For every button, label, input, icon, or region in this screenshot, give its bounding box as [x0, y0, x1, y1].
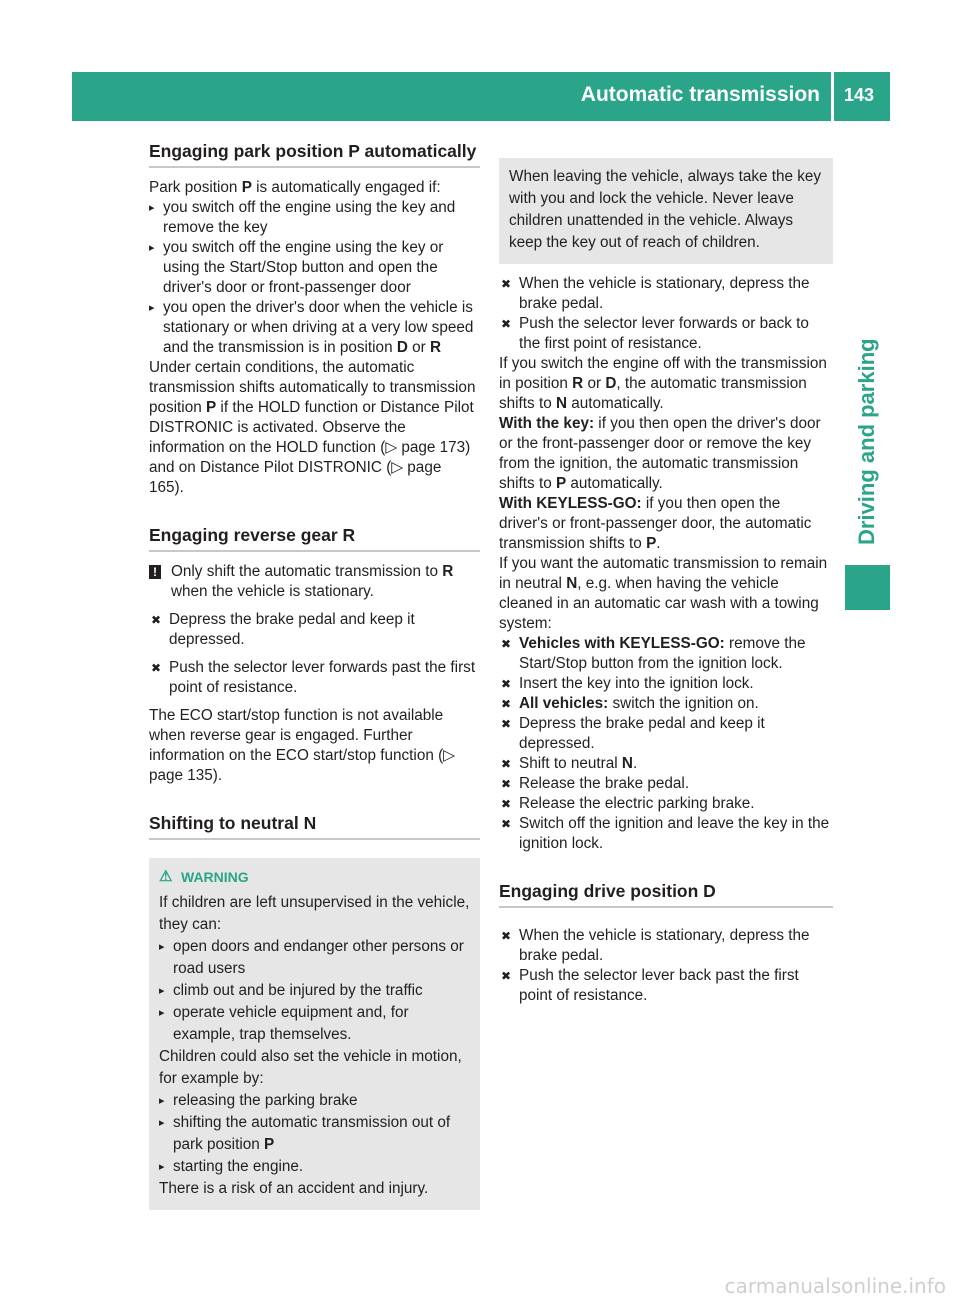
- paragraph: There is a risk of an accident and injury.: [159, 1180, 429, 1197]
- action-step: ✖ All vehicles: switch the ignition on.: [499, 694, 833, 714]
- action-step: ✖ Depress the brake pedal and keep it depressed.: [149, 610, 480, 650]
- warning-icon: ⚠ WARNING: [159, 866, 470, 888]
- action-step: ✖ Switch off the ignition and leave the key in the ignition lock.: [499, 814, 833, 854]
- action-step: ✖ Push the selector lever back past the first point of resistance.: [499, 966, 833, 1006]
- action-step: ✖ Vehicles with KEYLESS-GO: remove the Start/Stop button from the ignition lock.: [499, 634, 833, 674]
- header-divider: [831, 72, 834, 121]
- list-item: ▸ you switch off the engine using the key or using the Start/Stop button and open the driver's door or front-passenger door: [149, 238, 480, 298]
- list-item: ▸ releasing the parking brake: [159, 1090, 470, 1112]
- list-item: ▸ starting the engine.: [159, 1156, 470, 1178]
- paragraph: If children are left unsupervised in the vehicle, they can:: [159, 894, 470, 933]
- paragraph: The ECO start/stop function is not available when reverse gear is engaged. Further information on the ECO start/stop function (▷ page 135).: [149, 707, 455, 784]
- side-tab-label: Driving and parking: [854, 338, 879, 545]
- section-heading-park: Engaging park position P automatically: [149, 140, 480, 168]
- action-step: ✖ Push the selector lever forwards past the first point of resistance.: [149, 658, 480, 698]
- action-step: ✖ Insert the key into the ignition lock.: [499, 674, 833, 694]
- list-item: ▸ climb out and be injured by the traffic: [159, 980, 470, 1002]
- action-step: ✖ Release the electric parking brake.: [499, 794, 833, 814]
- section-heading-reverse: Engaging reverse gear R: [149, 524, 480, 552]
- chapter-title: Automatic transmission: [580, 83, 820, 106]
- paragraph: If you switch the engine off with the transmission in position R or D, the automatic transmission shifts to N automatically.: [499, 355, 827, 412]
- right-column: [499, 158, 833, 1006]
- action-step: ✖ Depress the brake pedal and keep it depressed.: [499, 714, 833, 754]
- page-header: [72, 72, 890, 121]
- info-box: When leaving the vehicle, always take the key with you and lock the vehicle. Never leave children unattended in the vehicle. Always keep the key out of reach of children.: [499, 158, 833, 264]
- paragraph: If you want the automatic transmission to remain in neutral N, e.g. when having the vehicle cleaned in an automatic car wash with a towing system:: [499, 555, 828, 632]
- paragraph: Park position P is automatically engaged if:: [149, 179, 441, 196]
- list-item: ▸ open doors and endanger other persons or road users: [159, 936, 470, 980]
- notice: ! Only shift the automatic transmission to R when the vehicle is stationary.: [149, 562, 480, 602]
- section-heading-drive: Engaging drive position D: [499, 880, 833, 908]
- paragraph: With the key: if you then open the driver's door or the front-passenger door or remove the key from the ignition, the automatic transmission shifts to P automatically.: [499, 415, 821, 492]
- page-number: 143: [844, 85, 875, 105]
- paragraph: With KEYLESS-GO: if you then open the driver's or front-passenger door, the automatic transmission shifts to P.: [499, 495, 812, 552]
- list-item: ▸ operate vehicle equipment and, for example, trap themselves.: [159, 1002, 470, 1046]
- paragraph: Under certain conditions, the automatic transmission shifts automatically to transmission position P if the HOLD function or Distance Pilot DISTRONIC is activated. Observe the information on the HOLD function (▷ page 173) and on Distance Pilot DISTRONIC (▷ page 165).: [149, 359, 476, 496]
- list-item: ▸ you open the driver's door when the vehicle is stationary or when driving at a very low speed and the transmission is in position D or R: [149, 298, 480, 358]
- warning-box: [149, 858, 480, 1210]
- side-tab-block: [845, 565, 890, 610]
- watermark: carmanualsonline.info: [724, 1274, 946, 1298]
- paragraph: Children could also set the vehicle in motion, for example by:: [159, 1048, 462, 1087]
- action-step: ✖ Push the selector lever forwards or back to the first point of resistance.: [499, 314, 833, 354]
- section-heading-neutral: Shifting to neutral N: [149, 812, 480, 840]
- list-item: ▸ shifting the automatic transmission out of park position P: [159, 1112, 470, 1156]
- action-step: ✖ When the vehicle is stationary, depress the brake pedal.: [499, 274, 833, 314]
- action-step: ✖ Shift to neutral N.: [499, 754, 833, 774]
- left-column: [149, 140, 480, 1210]
- action-step: ✖ Release the brake pedal.: [499, 774, 833, 794]
- action-step: ✖ When the vehicle is stationary, depress the brake pedal.: [499, 926, 833, 966]
- exclamation-icon: !: [149, 565, 161, 579]
- list-item: ▸ you switch off the engine using the key and remove the key: [149, 198, 480, 238]
